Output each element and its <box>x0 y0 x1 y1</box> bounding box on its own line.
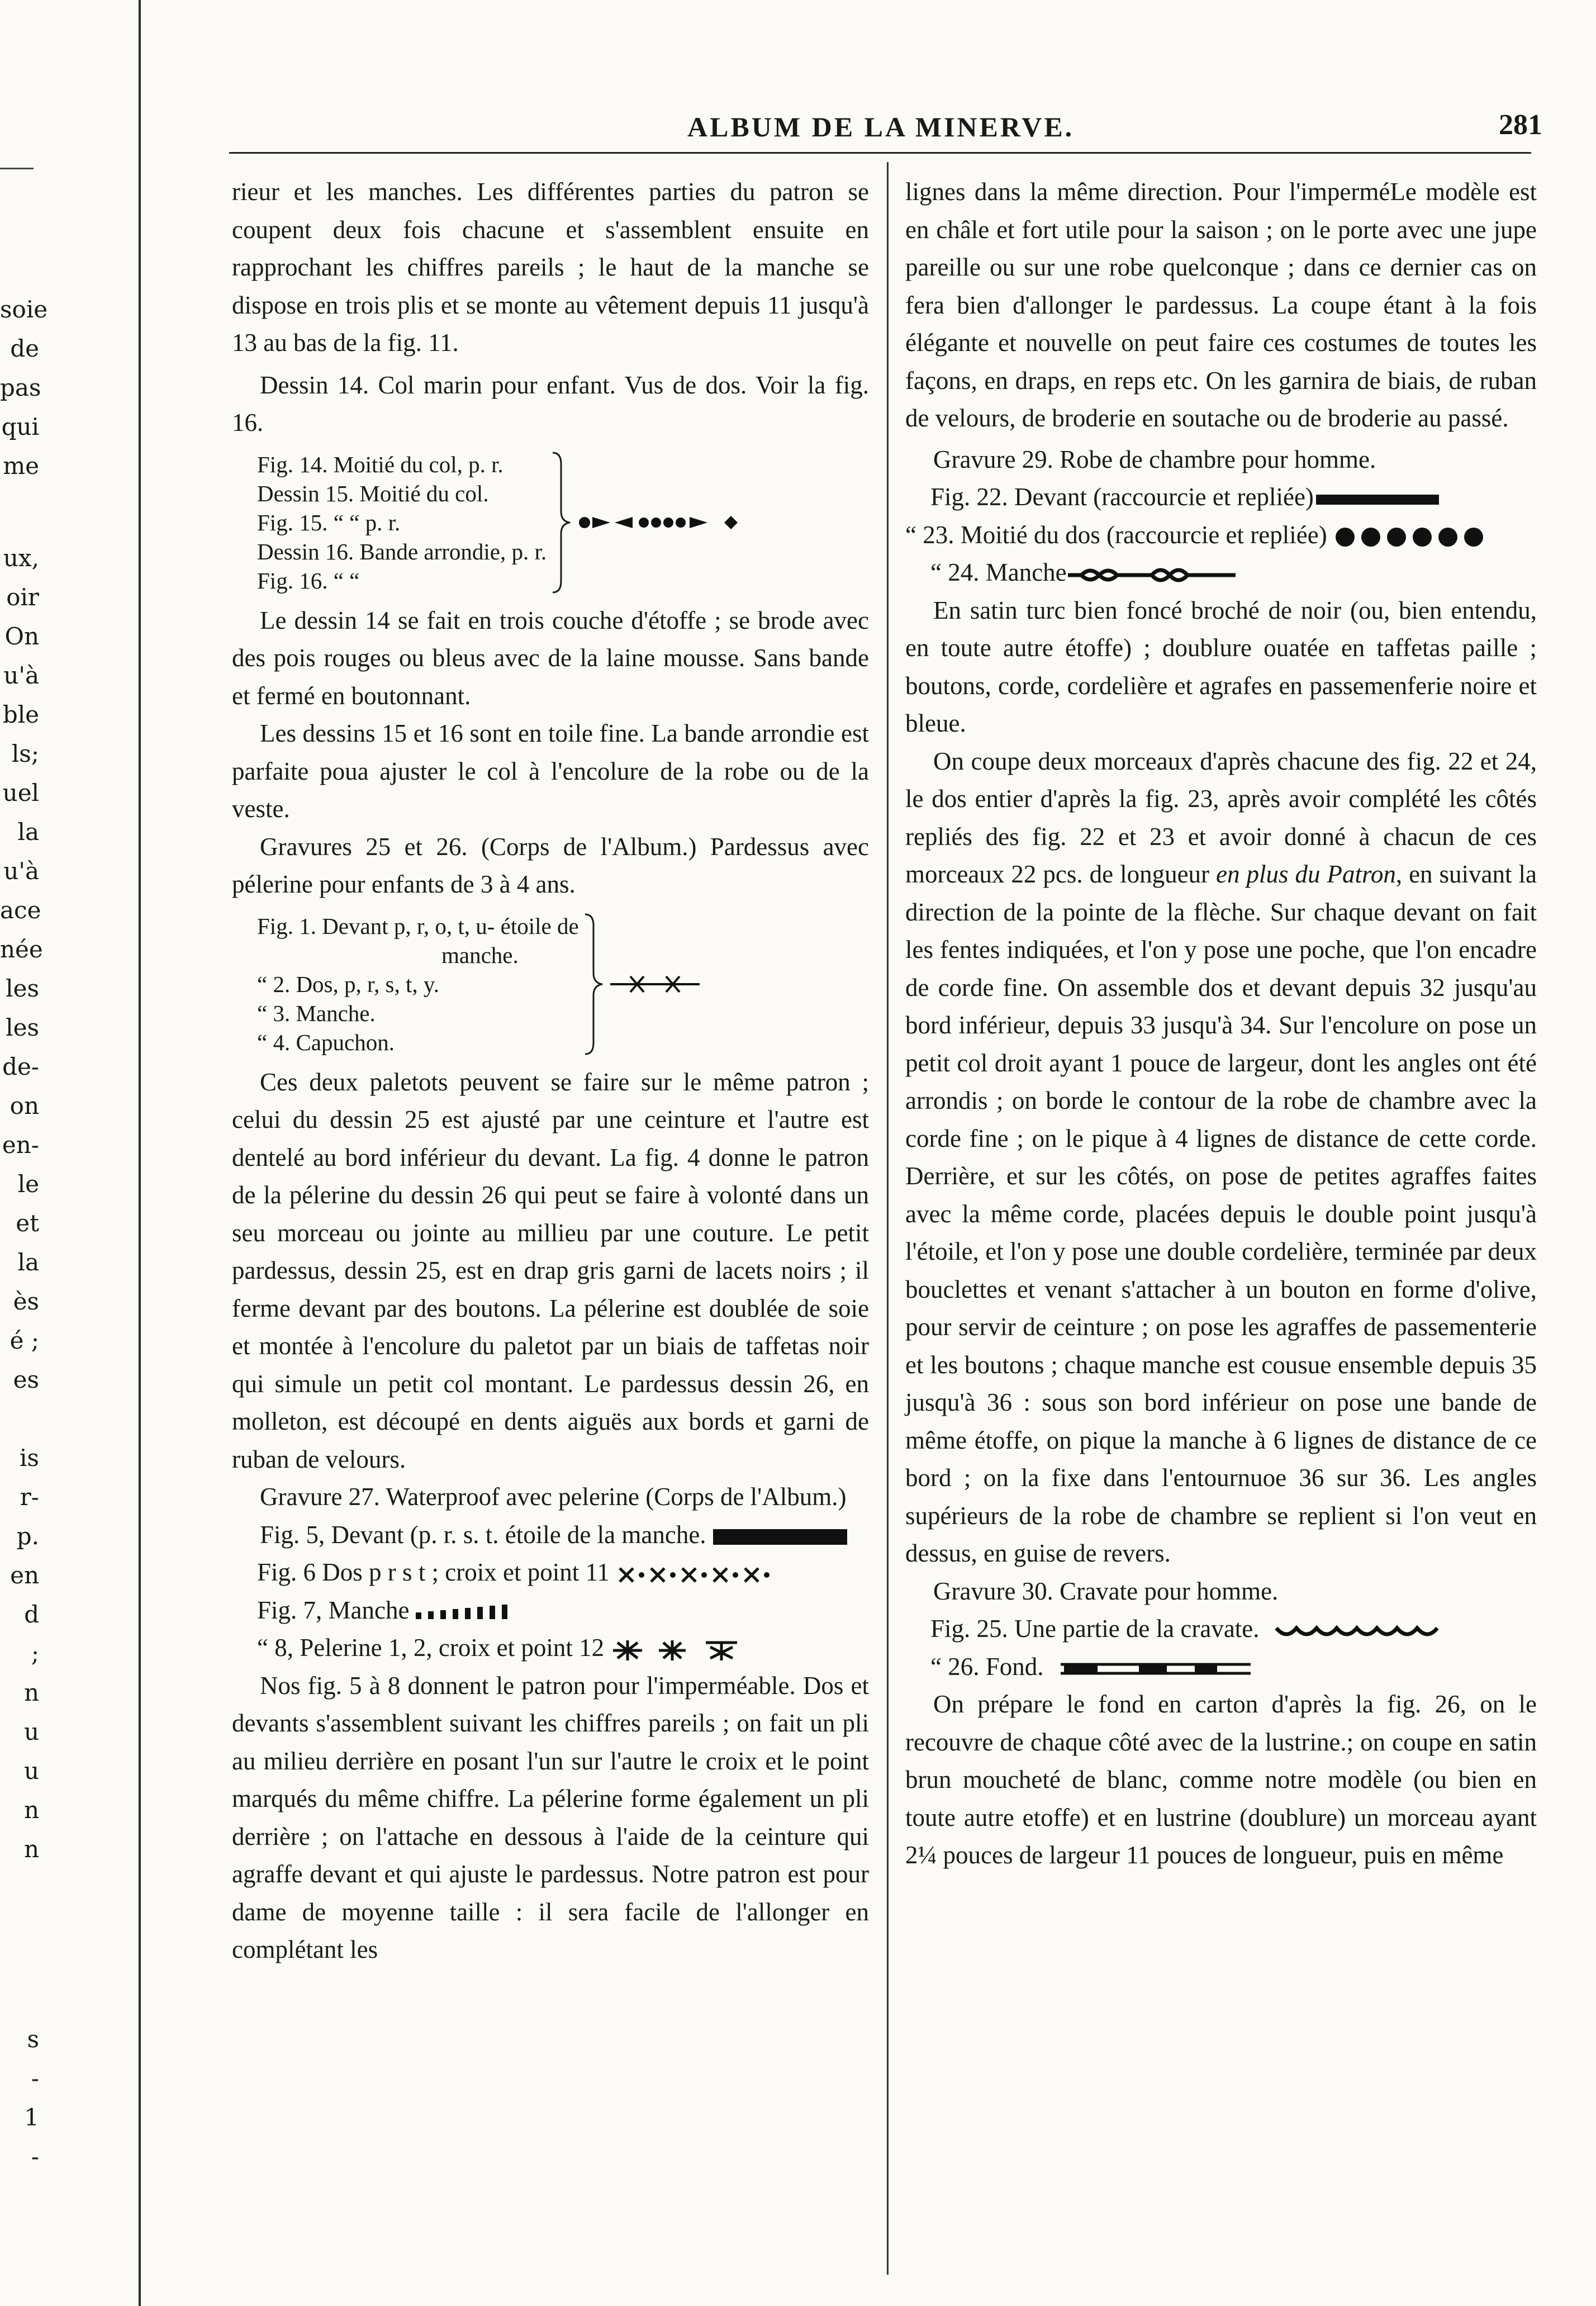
left-column <box>232 173 869 2280</box>
margin-fragment: On <box>4 623 39 650</box>
figure-list-pardessus <box>257 912 869 1057</box>
paragraph: Gravure 30. Cravate pour homme. <box>933 1577 1279 1605</box>
paragraph: Gravure 29. Robe de chambre pour homme. <box>933 445 1376 473</box>
paragraph: En satin turc bien foncé broché de noir (ou, bien entendu, en toute autre étoffe) ; doublure ouatée en taffetas paille ; boutons, corde, cordelière et agrafes en passemenferie noire et bleue. <box>905 596 1537 737</box>
dot-arrow-line-mark-icon <box>578 511 745 534</box>
figure-line: Fig. 15. “ “ p. r. <box>257 509 401 535</box>
star-cross-mark-icon <box>611 1638 739 1663</box>
margin-fragment: et <box>16 1209 39 1237</box>
figure-line: “ 3. Manche. <box>257 1000 376 1026</box>
margin-fragment: u <box>23 1718 39 1745</box>
cross-point-mark-icon <box>616 1564 784 1586</box>
margin-fragment: le <box>17 1170 39 1198</box>
text-run: , en suivant la direction de la pointe de la flèche. Sur chaque devant on fait les fentes indiquées, et l'on y pose une poche, que l'on encadre de corde fine. On assemble dos et devant depuis 32 jusqu'au bord inférieur, depuis 33 jusqu'à 34. Sur l'encolure on pose un petit col droit ayant 1 pouce de largeur, dont les angles ont été arrondis ; on borde le contour de la robe de chambre avec la corde fine ; on le pique à 4 lignes de distance de cette corde. Derrière, et sur les côtés, on pose de petites agraffes faites avec la même corde, placées depuis le double point jusqu'à l'étoile, et l'on y pose une double cordelière, terminée par deux bouclettes et venant s'attacher à un bouton en forme d'olive, pour servir de ceinture ; on pose les agraffes de passementerie et les boutons ; chaque manche est cousue ensemble depuis 35 jusqu'à 36 : sous son bord inférieur on pose une bande de même étoffe, on pique la manche à 6 lignes de distance de ce bord ; on la fixe dans l'entournuoe 36 sur 36. Les angles supérieurs de la robe de chambre se replient si l'on veut en dessus, en guise de revers. <box>905 860 1537 1567</box>
margin-fragment: oir <box>6 583 39 611</box>
figure-text: “ 24. Manche <box>930 558 1067 586</box>
margin-fragment: qui <box>1 413 39 440</box>
margin-fragment: née <box>0 936 43 963</box>
figure-text: “ 8, Pelerine 1, 2, croix et point 12 <box>257 1634 605 1662</box>
cross-line-mark-icon <box>610 973 700 995</box>
margin-fragment: de <box>10 335 39 362</box>
figure-list-items <box>257 912 579 1057</box>
figure-text: Fig. 22. Devant (raccourcie et repliée) <box>930 483 1314 511</box>
paragraph: Gravure 27. Waterproof avec pelerine (Corps de l'Album.) <box>260 1483 847 1511</box>
margin-fragment: r- <box>20 1483 39 1511</box>
page-number: 281 <box>1499 109 1542 141</box>
margin-fragment: s <box>27 2025 39 2053</box>
page-header <box>229 101 1542 151</box>
figure-text: “ 23. Moitié du dos (raccourcie et repliée) <box>905 520 1327 549</box>
loop-chain-mark-icon <box>1068 563 1236 587</box>
running-title: ALBUM DE LA MINERVE. <box>687 111 1075 143</box>
figure-line <box>232 1629 869 1667</box>
margin-fragment: é ; <box>10 1327 39 1354</box>
figure-list-items <box>257 450 547 595</box>
figure-line <box>905 1610 1537 1648</box>
figure-line <box>905 478 1537 516</box>
paragraph: Dessin 14. Col marin pour enfant. Vus de dos. Voir la fig. 16. <box>232 371 869 436</box>
paragraph: Ces deux paletots peuvent se faire sur le même patron ; celui du dessin 25 est ajusté par une ceinture et l'autre est dentelé au bord inférieur du devant. La fig. 4 donne le patron de la pélerine du dessin 26 qui peut se faire à volonté dans un seu morceau ou jointe au millieu par une couture. Le petit pardessus, dessin 25, est en drap gris garni de lacets noirs ; il ferme devant par des boutons. La pélerine est doublée de soie et montée à l'encolure du paletot par un biais de taffetas noir qui simule un petit col montant. Le pardessus dessin 26, en molleton, est découpé en dents aiguës aux bords et garni de ruban de velours. <box>232 1067 869 1473</box>
figure-text: “ 26. Fond. <box>930 1652 1044 1681</box>
margin-fragment: ble <box>2 701 39 728</box>
column-divider <box>887 162 889 2275</box>
margin-fragment: - <box>31 2143 39 2170</box>
margin-fragment: les <box>6 1014 39 1041</box>
figure-text: Fig. 7, Manche <box>257 1596 410 1624</box>
figure-line: Dessin 16. Bande arrondie, p. r. <box>257 538 547 564</box>
figure-line <box>905 516 1537 554</box>
figure-line: Fig. 16. “ “ <box>257 567 360 594</box>
figure-text: Fig. 5, Devant (p. r. s. t. étoile de la manche. <box>260 1520 706 1549</box>
margin-fragment: on <box>10 1092 39 1119</box>
heavy-line-mark-icon <box>1316 491 1439 508</box>
emphasis-text: en plus du Patron <box>1216 860 1396 888</box>
solid-bar-mark-icon <box>713 1527 847 1547</box>
figure-line <box>232 1554 869 1592</box>
margin-fragment: es <box>13 1366 39 1393</box>
figure-line: “ 4. Capuchon. <box>257 1029 395 1055</box>
margin-fragment: les <box>6 975 39 1002</box>
margin-fragment: ls; <box>11 740 39 767</box>
margin-fragment: la <box>17 1249 39 1276</box>
margin-fragment: en <box>10 1562 39 1589</box>
paragraph: rieur et les manches. Les différentes parties du patron se coupent deux fois chacune et s'assemblent ensuite en rapprochant les chiffres pareils ; le haut de la manche se dispose en trois plis et se monte au vêtement depuis 11 jusqu'à 13 au bas de la fig. 11. <box>232 178 869 357</box>
dash-row-mark-icon <box>416 1602 516 1622</box>
paragraph: On prépare le fond en carton d'après la fig. 26, on le recouvre de chaque côté avec de la lustrine.; on coupe en satin brun moucheté de blanc, comme notre modèle (ou bien en toute autre etoffe) et en lustrine (doublure) un morceau ayant 2¼ pouces de largeur 11 pouces de longueur, puis en même <box>905 1690 1537 1869</box>
margin-fragment: ace <box>0 896 41 924</box>
margin-fragment: uel <box>2 779 39 806</box>
large-dots-mark-icon <box>1334 525 1502 549</box>
margin-fragment: u <box>23 1757 39 1785</box>
double-dash-line-mark-icon <box>1061 1658 1251 1680</box>
margin-fragment: pas <box>0 374 41 401</box>
brace-icon <box>582 912 605 1057</box>
margin-fragment: me <box>3 452 39 480</box>
margin-fragment: ; <box>31 1640 39 1667</box>
margin-fragment: d <box>24 1601 39 1628</box>
gutter-rule <box>139 0 141 2306</box>
margin-fragment: ux, <box>3 544 39 572</box>
figure-text: Fig. 25. Une partie de la cravate. <box>930 1615 1260 1643</box>
wavy-line-mark-icon <box>1276 1620 1444 1643</box>
margin-fragment: is <box>20 1444 39 1472</box>
figure-line <box>905 1648 1537 1686</box>
paragraph: Gravures 25 et 26. (Corps de l'Album.) Pardessus avec pélerine pour enfants de 3 à 4 ans. <box>232 832 869 898</box>
figure-line <box>232 1516 869 1554</box>
paragraph: Nos fig. 5 à 8 donnent le patron pour l'imperméable. Dos et devants s'assemblent suivant les chiffres pareils ; on fait un pli au milieu derrière en posant l'un sur l'autre le croix et le point marqués du même chiffre. La pélerine forme également un pli derrière ; on l'attache en dessous à l'aide de la ceinture qui agraffe devant et qui ajuste le pardessus. Notre patron est pour dame de moyenne taille : il sera facile de l'allonger en complétant les <box>232 1671 869 1963</box>
figure-line: “ 2. Dos, p, r, s, t, y. <box>257 971 439 997</box>
text-run: On coupe deux morceaux d'après chacune des fig. 22 et 24, le dos entier d'après la fig. 23, après avoir complété les côtés repliés des fig. 22 et 23 et avoir donné à chacun de ces morceaux 22 pcs. de longueur <box>905 747 1537 888</box>
paragraph: lignes dans la même direction. Pour l'imperméLe modèle est en châle et fort utile pour la saison ; on le porte avec une jupe pareille ou sur une robe quelconque ; dans ce dernier cas on fera bien d'allonger le pardessus. La coupe étant à la fois élégante et nouvelle on peut faire ces costumes de toutes les façons, en draps, en reps etc. On les garnira de biais, de ruban de velours, de broderie en soutache ou de broderie au passé. <box>905 178 1537 432</box>
left-margin-rule <box>0 168 34 169</box>
paragraph: Les dessins 15 et 16 sont en toile fine. La bande arrondie est parfaite poua ajuster le col à l'encolure de la robe ou de la veste. <box>232 719 869 823</box>
margin-fragment: 1 <box>24 2104 39 2131</box>
margin-fragment: u'à <box>3 662 39 689</box>
right-column <box>905 173 1537 2280</box>
figure-line: Fig. 1. Devant p, r, o, t, u- étoile de <box>257 913 579 939</box>
figure-line: manche. <box>441 942 519 968</box>
margin-fragment: u'à <box>3 857 39 885</box>
margin-fragment: n <box>23 1796 39 1824</box>
margin-fragment: de- <box>2 1053 39 1080</box>
margin-fragment: p. <box>16 1522 39 1550</box>
paragraph <box>905 743 1537 1573</box>
margin-fragment: - <box>31 2065 39 2092</box>
margin-fragment: n <box>23 1835 39 1863</box>
margin-fragment: ès <box>13 1288 39 1315</box>
brace-icon <box>550 450 572 595</box>
figure-list-col-marin <box>257 450 869 595</box>
figure-text: Fig. 6 Dos p r s t ; croix et point 11 <box>257 1558 610 1586</box>
header-rule <box>229 152 1531 154</box>
margin-fragment: la <box>17 818 39 846</box>
paragraph: Le dessin 14 se fait en trois couche d'étoffe ; se brode avec des pois rouges ou bleus avec de la laine mousse. Sans bande et fermé en boutonnant. <box>232 606 869 710</box>
figure-line <box>905 554 1537 592</box>
figure-line: Dessin 15. Moitié du col. <box>257 480 489 506</box>
margin-fragment: soie <box>0 296 48 323</box>
figure-line: Fig. 14. Moitié du col, p. r. <box>257 451 504 477</box>
margin-fragment: n <box>23 1679 39 1706</box>
figure-line <box>232 1592 869 1630</box>
margin-fragment: en- <box>2 1131 39 1159</box>
